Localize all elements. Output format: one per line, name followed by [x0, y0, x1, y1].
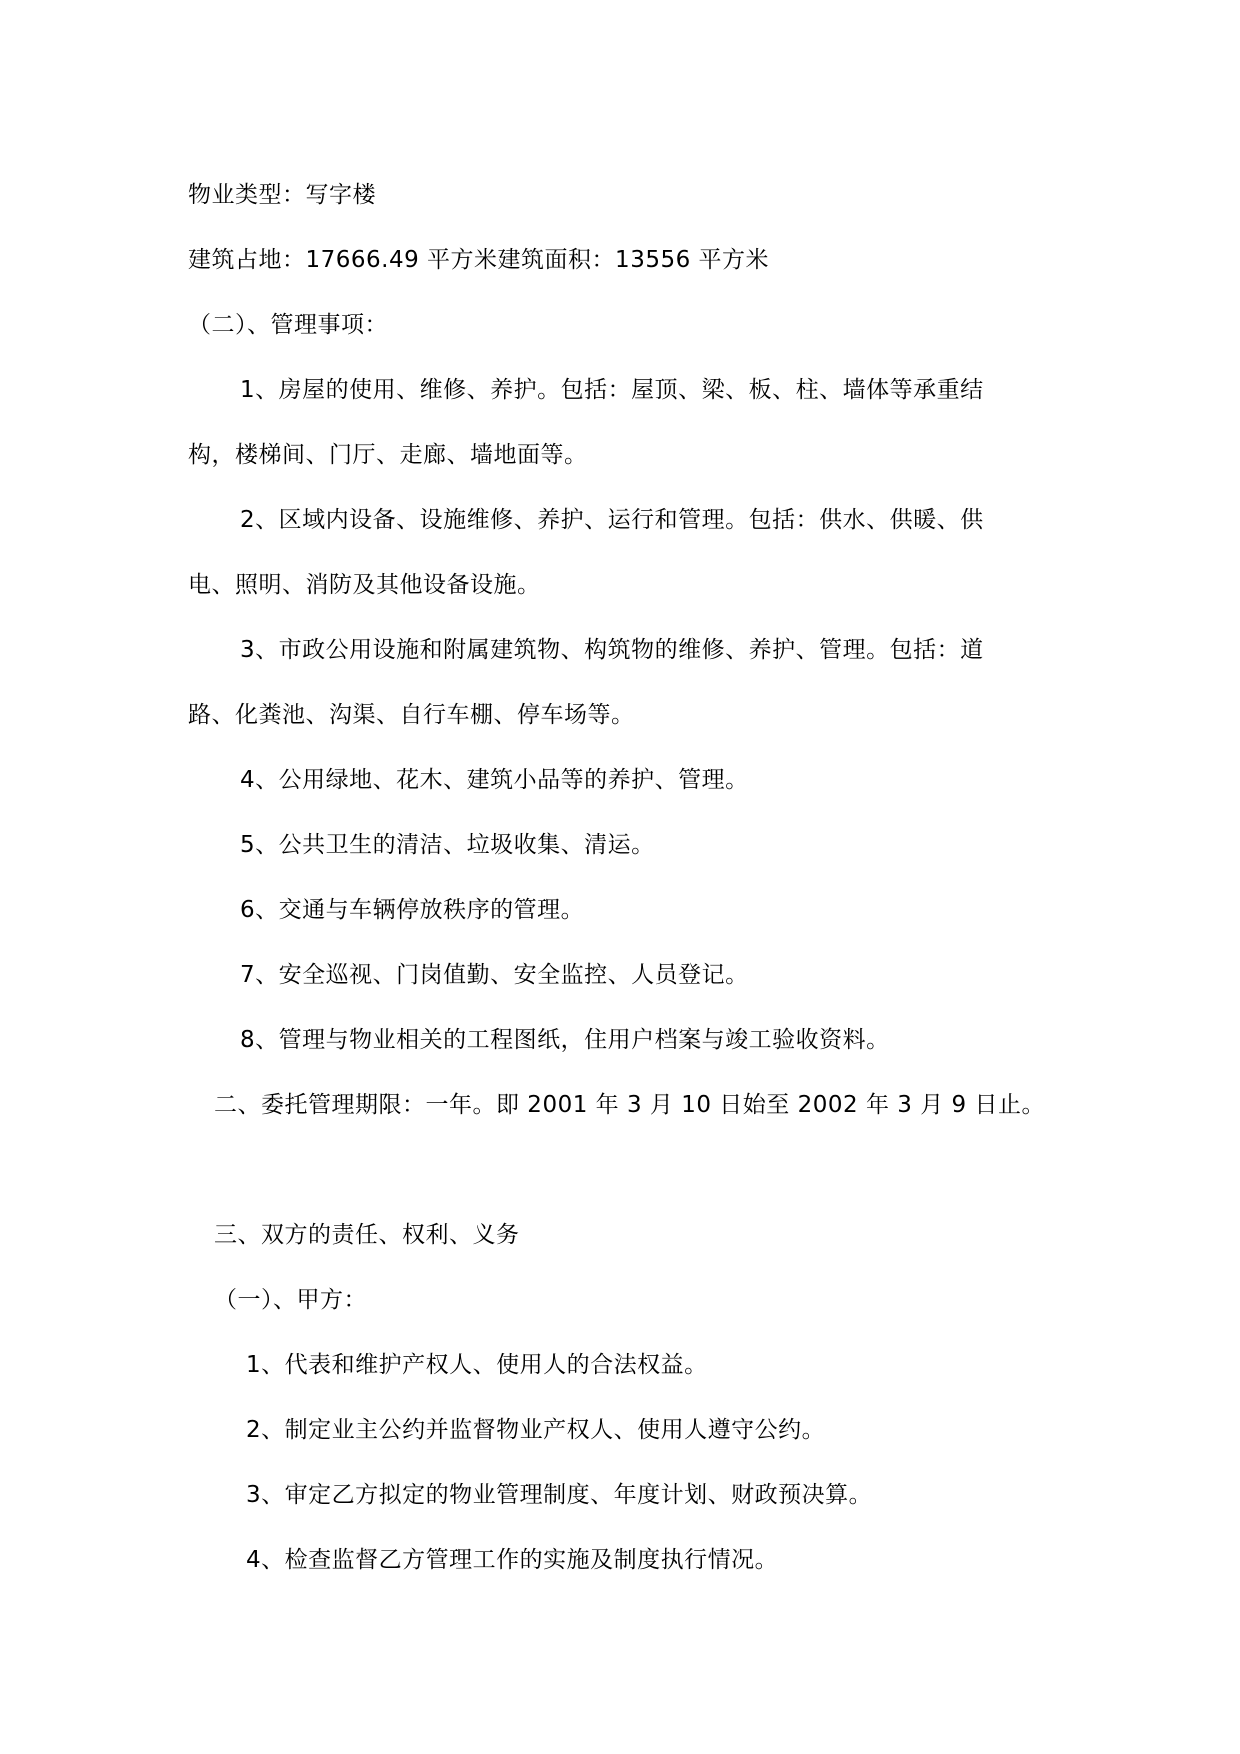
list-item: 8、管理与物业相关的工程图纸，住用户档案与竣工验收资料。	[240, 1027, 890, 1053]
list-item: 5、公共卫生的清洁、垃圾收集、清运。	[240, 832, 655, 858]
list-item-continuation: 构，楼梯间、门厅、走廊、墙地面等。	[188, 442, 588, 468]
list-item: 1、代表和维护产权人、使用人的合法权益。	[246, 1352, 708, 1378]
subsection-heading-party-a: （一）、甲方：	[214, 1287, 367, 1313]
section-heading-management-items: （二）、管理事项：	[188, 312, 388, 338]
list-item: 3、市政公用设施和附属建筑物、构筑物的维修、养护、管理。包括：道	[240, 637, 984, 663]
list-item: 6、交通与车辆停放秩序的管理。	[240, 897, 585, 923]
list-item: 3、审定乙方拟定的物业管理制度、年度计划、财政预决算。	[246, 1482, 873, 1508]
list-item-continuation: 路、化粪池、沟渠、自行车棚、停车场等。	[188, 702, 635, 728]
list-item: 4、公用绿地、花木、建筑小品等的养护、管理。	[240, 767, 749, 793]
term-of-entrustment-line: 二、委托管理期限：一年。即 2001 年 3 月 10 日始至 2002 年 3 月 9 日止。	[214, 1092, 1045, 1118]
section-heading-responsibilities: 三、双方的责任、权利、义务	[214, 1222, 520, 1248]
list-item: 2、制定业主公约并监督物业产权人、使用人遵守公约。	[246, 1417, 826, 1443]
list-item: 1、房屋的使用、维修、养护。包括：屋顶、梁、板、柱、墙体等承重结	[240, 377, 984, 403]
property-type-line: 物业类型：写字楼	[188, 182, 376, 208]
list-item-continuation: 电、照明、消防及其他设备设施。	[188, 572, 541, 598]
list-item: 4、检查监督乙方管理工作的实施及制度执行情况。	[246, 1547, 779, 1573]
list-item: 7、安全巡视、门岗值勤、安全监控、人员登记。	[240, 962, 749, 988]
building-area-line: 建筑占地：17666.49 平方米建筑面积：13556 平方米	[188, 247, 770, 273]
list-item: 2、区域内设备、设施维修、养护、运行和管理。包括：供水、供暖、供	[240, 507, 984, 533]
